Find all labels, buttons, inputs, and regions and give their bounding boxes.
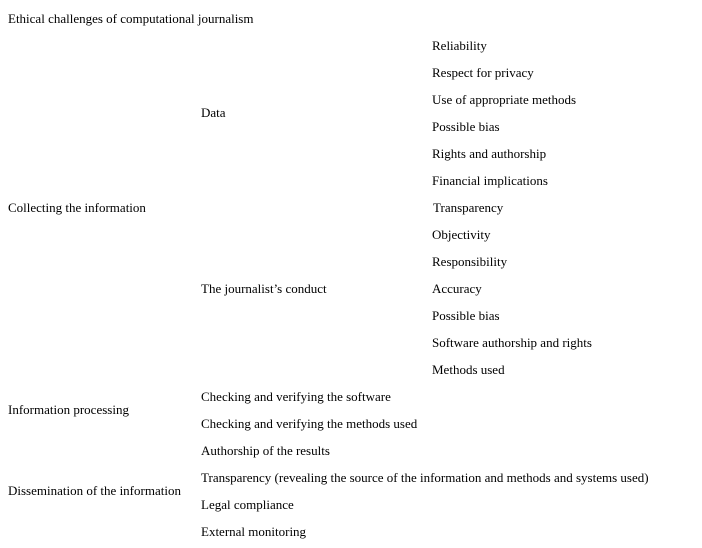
subsection-data: Data bbox=[201, 105, 226, 120]
list-item: Responsibility bbox=[432, 254, 508, 269]
list-item: Financial implications bbox=[432, 173, 548, 188]
table-title: Ethical challenges of computational journalism bbox=[8, 11, 254, 26]
list-item: Transparency (revealing the source of the information and methods and systems used) bbox=[201, 470, 649, 485]
list-item: Possible bias bbox=[432, 308, 500, 323]
list-item: Rights and authorship bbox=[432, 146, 547, 161]
list-item: Objectivity bbox=[432, 227, 491, 242]
list-item: Transparency bbox=[433, 200, 504, 215]
section-collecting: Collecting the information bbox=[8, 200, 146, 215]
list-item: Methods used bbox=[432, 362, 505, 377]
list-item: Possible bias bbox=[432, 119, 500, 134]
list-item: Legal compliance bbox=[201, 497, 294, 512]
list-item: Use of appropriate methods bbox=[432, 92, 577, 107]
list-item: External monitoring bbox=[201, 524, 307, 539]
list-item: Software authorship and rights bbox=[432, 335, 592, 350]
section-information-processing: Information processing bbox=[8, 402, 129, 417]
list-item: Checking and verifying the methods used bbox=[201, 416, 418, 431]
list-item: Respect for privacy bbox=[432, 65, 534, 80]
list-item: Reliability bbox=[432, 38, 487, 53]
subsection-journalist-conduct: The journalist’s conduct bbox=[201, 281, 327, 296]
list-item: Authorship of the results bbox=[201, 443, 330, 458]
section-dissemination: Dissemination of the information bbox=[8, 483, 181, 498]
list-item: Checking and verifying the software bbox=[201, 389, 391, 404]
list-item: Accuracy bbox=[432, 281, 482, 296]
